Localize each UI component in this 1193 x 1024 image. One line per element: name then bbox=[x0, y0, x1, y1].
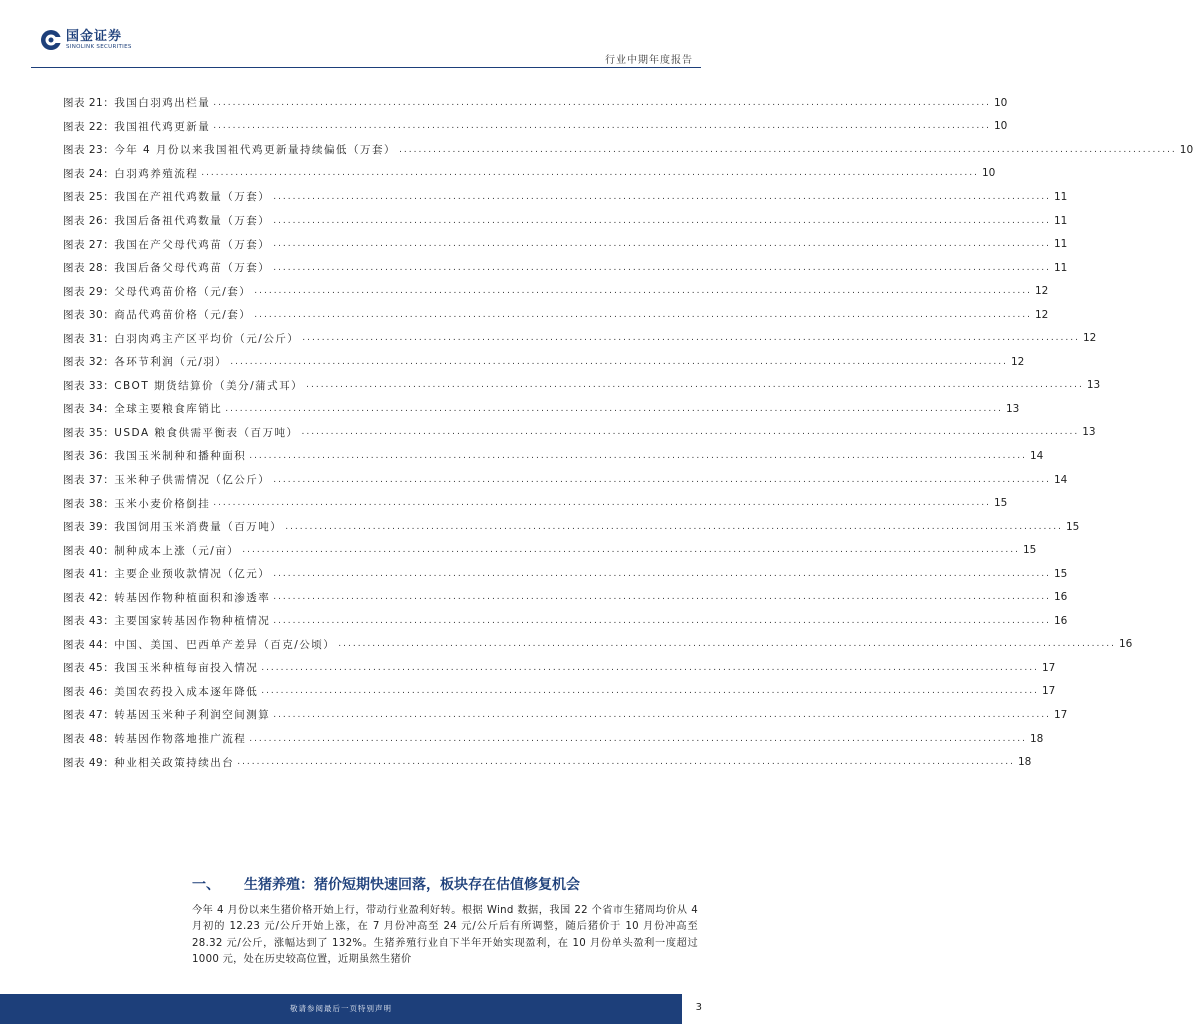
toc-entry[interactable] bbox=[63, 703, 1068, 727]
toc-page-number: 10 bbox=[993, 120, 1008, 133]
toc-figure-number: 图表 24： bbox=[63, 167, 115, 180]
toc-entry[interactable] bbox=[63, 374, 1101, 398]
toc-figure-number: 图表 37： bbox=[63, 474, 115, 487]
toc-figure-number: 图表 36： bbox=[63, 450, 115, 463]
toc-entry[interactable] bbox=[63, 562, 1068, 586]
toc-dot-leader: ................................................................................................................................................................ bbox=[273, 568, 1051, 579]
toc-dot-leader: ................................................................................................................................................................ bbox=[302, 333, 1080, 344]
toc-dot-leader: ................................................................................................................................................................ bbox=[261, 662, 1039, 673]
toc-entry[interactable] bbox=[63, 326, 1097, 350]
toc-entry[interactable] bbox=[63, 209, 1068, 233]
toc-page-number: 17 bbox=[1041, 661, 1056, 674]
toc-page-number: 14 bbox=[1053, 473, 1068, 486]
toc-figure-number: 图表 46： bbox=[63, 685, 115, 698]
toc-page-number: 12 bbox=[1034, 308, 1049, 321]
toc-figure-number: 图表 39： bbox=[63, 521, 115, 534]
toc-figure-title: 我国玉米制种和播种面积 bbox=[114, 450, 247, 463]
toc-dot-leader: ................................................................................................................................................................ bbox=[249, 450, 1027, 461]
toc-figure-title: 今年 4 月份以来我国祖代鸡更新量持续偏低（万套） bbox=[114, 144, 397, 157]
toc-figure-number: 图表 29： bbox=[63, 285, 115, 298]
toc-figure-title: 制种成本上涨（元/亩） bbox=[114, 544, 240, 557]
toc-figure-number: 图表 33： bbox=[63, 379, 115, 392]
toc-page-number: 13 bbox=[1086, 379, 1101, 392]
toc-page-number: 12 bbox=[1082, 332, 1097, 345]
toc-entry[interactable] bbox=[63, 444, 1044, 468]
toc-figure-number: 图表 48： bbox=[63, 733, 115, 746]
toc-figure-number: 图表 45： bbox=[63, 662, 115, 675]
toc-dot-leader: ................................................................................................................................................................ bbox=[249, 733, 1027, 744]
toc-dot-leader: ................................................................................................................................................................ bbox=[273, 262, 1051, 273]
toc-figure-number: 图表 42： bbox=[63, 591, 115, 604]
toc-page-number: 11 bbox=[1053, 261, 1068, 274]
toc-dot-leader: ................................................................................................................................................................ bbox=[306, 380, 1084, 391]
toc-entry[interactable] bbox=[63, 680, 1056, 704]
toc-figure-title: 各环节利润（元/羽） bbox=[114, 356, 228, 369]
toc-dot-leader: ................................................................................................................................................................ bbox=[301, 427, 1080, 438]
header-divider bbox=[31, 67, 701, 68]
toc-figure-number: 图表 25： bbox=[63, 191, 115, 204]
toc-figure-number: 图表 31： bbox=[63, 332, 115, 345]
toc-figure-number: 图表 43： bbox=[63, 615, 115, 628]
toc-entry[interactable] bbox=[63, 162, 996, 186]
toc-page-number: 10 bbox=[981, 167, 996, 180]
toc-figure-title: 中国、美国、巴西单产差异（百克/公顷） bbox=[114, 638, 336, 651]
toc-page-number: 10 bbox=[1179, 143, 1193, 156]
toc-dot-leader: ................................................................................................................................................................ bbox=[261, 686, 1039, 697]
toc-page-number: 15 bbox=[1053, 567, 1068, 580]
toc-entry[interactable] bbox=[63, 585, 1068, 609]
toc-figure-number: 图表 34： bbox=[63, 403, 115, 416]
toc-entry[interactable] bbox=[63, 91, 1008, 115]
toc-dot-leader: ................................................................................................................................................................ bbox=[338, 639, 1116, 650]
toc-figure-title: 种业相关政策持续出台 bbox=[114, 756, 235, 769]
toc-figure-title: 我国在产父母代鸡苗（万套） bbox=[114, 238, 271, 251]
toc-figure-number: 图表 41： bbox=[63, 568, 115, 581]
toc-page-number: 12 bbox=[1010, 355, 1025, 368]
toc-page-number: 11 bbox=[1053, 214, 1068, 227]
toc-page-number: 11 bbox=[1053, 190, 1068, 203]
sinolink-logo-icon bbox=[40, 29, 62, 51]
toc-dot-leader: ................................................................................................................................................................ bbox=[213, 121, 991, 132]
toc-dot-leader: ................................................................................................................................................................ bbox=[225, 403, 1003, 414]
toc-dot-leader: ................................................................................................................................................................ bbox=[273, 239, 1051, 250]
section-heading bbox=[192, 874, 580, 894]
toc-figure-number: 图表 32： bbox=[63, 356, 115, 369]
toc-page-number: 13 bbox=[1082, 426, 1096, 439]
page-footer bbox=[0, 994, 724, 1024]
toc-figure-number: 图表 26： bbox=[63, 215, 115, 227]
toc-figure-title: 父母代鸡苗价格（元/套） bbox=[114, 285, 252, 298]
toc-page-number: 12 bbox=[1034, 285, 1049, 298]
toc-dot-leader: ................................................................................................................................................................ bbox=[273, 592, 1051, 603]
toc-page-number: 10 bbox=[993, 96, 1008, 109]
toc-figure-title: 玉米种子供需情况（亿公斤） bbox=[114, 474, 271, 487]
toc-figure-title: 主要企业预收款情况（亿元） bbox=[114, 568, 271, 581]
toc-dot-leader: ................................................................................................................................................................ bbox=[285, 521, 1063, 532]
toc-entry[interactable] bbox=[63, 279, 1049, 303]
toc-figure-title: 我国祖代鸡更新量 bbox=[114, 120, 211, 133]
toc-dot-leader: ................................................................................................................................................................ bbox=[237, 757, 1015, 768]
toc-entry[interactable] bbox=[63, 397, 1020, 421]
toc-figure-title: 白羽鸡养殖流程 bbox=[114, 167, 199, 180]
toc-dot-leader: ................................................................................................................................................................ bbox=[213, 97, 991, 108]
toc-dot-leader: ................................................................................................................................................................ bbox=[201, 168, 979, 179]
section-title: 生猪养殖：猪价短期快速回落，板块存在估值修复机会 bbox=[244, 877, 580, 893]
toc-entry[interactable] bbox=[63, 538, 1037, 562]
page-number: 3 bbox=[695, 1002, 702, 1013]
brand-logo bbox=[40, 29, 132, 51]
toc-figure-title: 我国后备父母代鸡苗（万套） bbox=[114, 262, 271, 275]
toc-figure-title: CBOT 期货结算价（美分/蒲式耳） bbox=[114, 379, 304, 392]
toc-entry[interactable] bbox=[63, 727, 1044, 751]
page-header bbox=[0, 0, 724, 70]
toc-entry[interactable] bbox=[63, 138, 1193, 162]
toc-figure-title: 全球主要粮食库销比 bbox=[114, 403, 223, 416]
toc-figure-title: 商品代鸡苗价格（元/套） bbox=[114, 309, 252, 322]
toc-entry[interactable] bbox=[63, 515, 1080, 539]
report-type-label: 行业中期年度报告 bbox=[605, 55, 693, 66]
toc-figure-title: 转基因玉米种子利润空间测算 bbox=[114, 709, 271, 722]
toc-figure-title: 主要国家转基因作物种植情况 bbox=[114, 615, 271, 628]
toc-figure-number: 图表 28： bbox=[63, 262, 115, 275]
toc-figure-title: 我国在产祖代鸡数量（万套） bbox=[114, 191, 271, 204]
toc-page-number: 13 bbox=[1005, 402, 1020, 415]
toc-page-number: 18 bbox=[1017, 756, 1032, 769]
toc-figure-title: 我国玉米种植每亩投入情况 bbox=[114, 662, 259, 675]
toc-figure-number: 图表 23： bbox=[63, 144, 115, 157]
disclaimer-note: 敬请参阅最后一页特别声明 bbox=[290, 1004, 392, 1013]
toc-figure-number: 图表 35： bbox=[63, 426, 115, 439]
toc-figure-number: 图表 49： bbox=[63, 756, 115, 769]
toc-dot-leader: ................................................................................................................................................................ bbox=[273, 474, 1051, 485]
toc-dot-leader: ................................................................................................................................................................ bbox=[213, 498, 991, 509]
toc-page-number: 16 bbox=[1053, 591, 1068, 604]
toc-entry[interactable] bbox=[63, 633, 1133, 657]
toc-page-number: 15 bbox=[1022, 544, 1037, 557]
figure-list bbox=[63, 91, 1193, 774]
toc-page-number: 14 bbox=[1029, 449, 1044, 462]
toc-dot-leader: ................................................................................................................................................................ bbox=[273, 191, 1051, 202]
toc-figure-title: 玉米小麦价格倒挂 bbox=[114, 497, 211, 510]
paragraph-text: 今年 4 月份以来生猪价格开始上行，带动行业盈利好转。根据 Wind 数据，我国 22 个省市生猪周均价从 4 月初的 12.23 元/公斤开始上涨，在 7 月份冲高至 24 元/公斤后有所调整，随后猪价于 10 月份冲高至 28.32 元/公斤，涨幅达到了 132%。生猪养殖行业自下半年开始实现盈利，在 10 月份单头盈利一度超过 1000 元，处在历史较高位置，近期虽然生猪价 bbox=[192, 905, 698, 966]
body-paragraph bbox=[192, 903, 698, 969]
footer-bar bbox=[0, 994, 682, 1024]
toc-figure-title: 我国白羽鸡出栏量 bbox=[114, 97, 211, 110]
toc-figure-title: 美国农药投入成本逐年降低 bbox=[114, 685, 259, 698]
toc-dot-leader: ................................................................................................................................................................ bbox=[273, 709, 1051, 720]
toc-dot-leader: ................................................................................................................................................................ bbox=[273, 215, 1051, 226]
toc-entry[interactable] bbox=[63, 491, 1008, 515]
toc-entry[interactable] bbox=[63, 656, 1056, 680]
toc-figure-number: 图表 30： bbox=[63, 309, 115, 322]
toc-page-number: 16 bbox=[1118, 638, 1133, 651]
toc-entry[interactable] bbox=[63, 185, 1068, 209]
toc-dot-leader: ................................................................................................................................................................ bbox=[254, 309, 1032, 320]
toc-figure-number: 图表 21： bbox=[63, 97, 115, 110]
toc-entry[interactable] bbox=[63, 750, 1032, 774]
toc-entry[interactable] bbox=[63, 115, 1008, 139]
toc-figure-title: USDA 粮食供需平衡表（百万吨） bbox=[114, 426, 299, 439]
section-number: 一、 bbox=[192, 877, 220, 893]
toc-figure-title: 我国饲用玉米消费量（百万吨） bbox=[114, 521, 283, 534]
brand-name-cn: 国金证券 bbox=[66, 28, 123, 44]
toc-page-number: 11 bbox=[1053, 238, 1068, 251]
toc-figure-number: 图表 38： bbox=[63, 497, 115, 510]
toc-dot-leader: ................................................................................................................................................................ bbox=[273, 615, 1051, 626]
toc-entry[interactable] bbox=[63, 468, 1068, 492]
toc-entry[interactable] bbox=[63, 350, 1025, 374]
toc-figure-title: 转基因作物种植面积和渗透率 bbox=[114, 591, 271, 604]
toc-figure-title: 白羽肉鸡主产区平均价（元/公斤） bbox=[114, 332, 300, 345]
brand-name-en: SINOLINK SECURITIES bbox=[66, 43, 132, 50]
toc-page-number: 17 bbox=[1041, 685, 1056, 698]
toc-dot-leader: ................................................................................................................................................................ bbox=[399, 144, 1177, 155]
toc-figure-number: 图表 27： bbox=[63, 238, 115, 251]
toc-entry[interactable] bbox=[63, 256, 1068, 280]
toc-figure-title: 转基因作物落地推广流程 bbox=[114, 733, 247, 746]
toc-entry[interactable] bbox=[63, 303, 1049, 327]
toc-page-number: 16 bbox=[1053, 614, 1068, 627]
toc-figure-number: 图表 22： bbox=[63, 120, 115, 133]
toc-figure-number: 图表 44： bbox=[63, 638, 115, 651]
toc-figure-number: 图表 40： bbox=[63, 544, 115, 557]
toc-dot-leader: ................................................................................................................................................................ bbox=[230, 356, 1008, 367]
toc-entry[interactable] bbox=[63, 609, 1068, 633]
toc-page-number: 15 bbox=[993, 497, 1008, 510]
toc-figure-number: 图表 47： bbox=[63, 709, 115, 722]
toc-page-number: 15 bbox=[1065, 520, 1080, 533]
toc-dot-leader: ................................................................................................................................................................ bbox=[242, 545, 1020, 556]
toc-page-number: 17 bbox=[1053, 708, 1068, 721]
toc-page-number: 18 bbox=[1029, 732, 1044, 745]
toc-entry[interactable] bbox=[63, 232, 1068, 256]
toc-entry[interactable] bbox=[63, 421, 1096, 445]
toc-figure-title: 我国后备祖代鸡数量（万套） bbox=[114, 215, 271, 227]
toc-dot-leader: ................................................................................................................................................................ bbox=[254, 286, 1032, 297]
